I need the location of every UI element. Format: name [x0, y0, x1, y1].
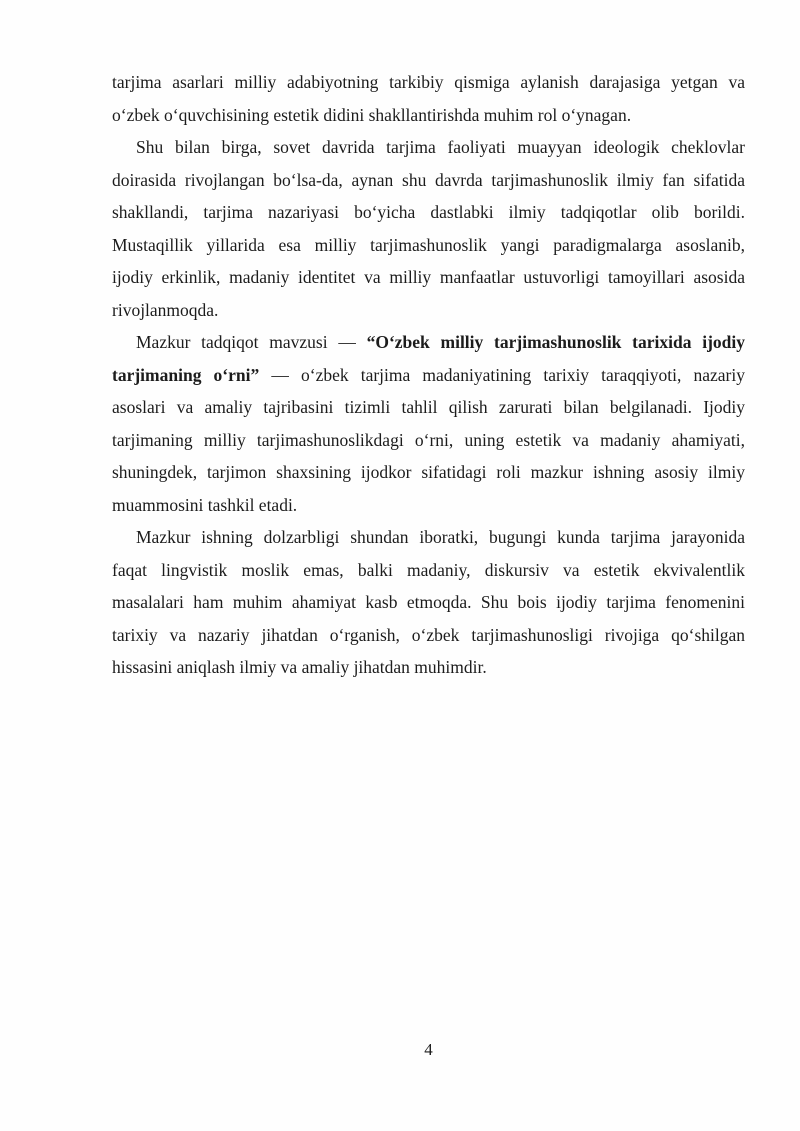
text-run: rivojlanmoqda.	[112, 299, 219, 320]
document-body	[112, 66, 745, 684]
text-line	[112, 456, 745, 489]
text-line	[112, 359, 745, 392]
text-run: ijodiy erkinlik, madaniy identitet va milliy manfaatlar ustuvorligi tamoyillari asosida	[112, 267, 745, 287]
text-line	[112, 489, 745, 522]
text-line	[112, 391, 745, 424]
text-line	[112, 131, 745, 164]
text-line	[112, 586, 745, 619]
text-run: muammosini tashkil etadi.	[112, 494, 298, 515]
text-run: Mazkur tadqiqot mavzusi —	[136, 332, 367, 352]
text-run: Shu bilan birga, sovet davrida tarjima faoliyati muayyan ideologik cheklovlar	[136, 137, 745, 157]
text-run: faqat lingvistik moslik emas, balki madaniy, diskursiv va estetik ekvivalentlik	[112, 559, 745, 580]
text-run: asoslari va amaliy tajribasini tizimli tahlil qilish zarurati bilan belgilanadi. Ijodiy	[112, 397, 745, 417]
text-run: o‘zbek o‘quvchisining estetik didini shakllantirishda muhim rol o‘ynagan.	[112, 104, 632, 125]
text-line	[112, 261, 745, 294]
text-line	[112, 424, 745, 457]
text-run: tarjimaning milliy tarjimashunoslikdagi o‘rni, uning estetik va madaniy ahamiyati,	[112, 429, 745, 450]
paragraph	[112, 521, 745, 684]
text-run: — o‘zbek tarjima madaniyatining tarixiy taraqqiyoti, nazariy	[259, 364, 745, 385]
text-run: tarixiy va nazariy jihatdan o‘rganish, o‘zbek tarjimashunosligi rivojiga qo‘shilgan	[112, 624, 745, 645]
paragraph	[112, 131, 745, 326]
text-line	[112, 619, 745, 652]
text-line	[112, 294, 745, 327]
text-line	[112, 521, 745, 554]
text-run: shuningdek, tarjimon shaxsining ijodkor sifatidagi roli mazkur ishning asosiy ilmiy	[112, 462, 745, 482]
text-line	[112, 66, 745, 99]
paragraph	[112, 326, 745, 521]
text-line	[112, 326, 745, 359]
text-run: hissasini aniqlash ilmiy va amaliy jihatdan muhimdir.	[112, 657, 487, 677]
text-run: tarjima asarlari milliy adabiyotning tarkibiy qismiga aylanish darajasiga yetgan va	[112, 72, 745, 92]
page-number: 4	[424, 1040, 433, 1059]
paragraph	[112, 66, 745, 131]
text-line	[112, 99, 745, 132]
text-run: Mazkur ishning dolzarbligi shundan iboratki, bugungi kunda tarjima jarayonida	[136, 527, 745, 547]
text-line	[112, 554, 745, 587]
text-run: Mustaqillik yillarida esa milliy tarjimashunoslik yangi paradigmalarga asoslanib,	[112, 234, 745, 255]
text-line	[112, 196, 745, 229]
text-line	[112, 229, 745, 262]
bold-text-run: tarjimaning o‘rni”	[112, 364, 260, 385]
text-run: doirasida rivojlangan bo‘lsa-da, aynan shu davrda tarjimashunoslik ilmiy fan sifatida	[112, 169, 745, 190]
text-line	[112, 164, 745, 197]
text-run: shakllandi, tarjima nazariyasi bo‘yicha dastlabki ilmiy tadqiqotlar olib borildi.	[112, 202, 745, 222]
bold-text-run: “O‘zbek milliy tarjimashunoslik tarixida ijodiy	[366, 332, 745, 352]
text-line	[112, 651, 745, 684]
text-run: masalalari ham muhim ahamiyat kasb etmoqda. Shu bois ijodiy tarjima fenomenini	[112, 592, 745, 612]
